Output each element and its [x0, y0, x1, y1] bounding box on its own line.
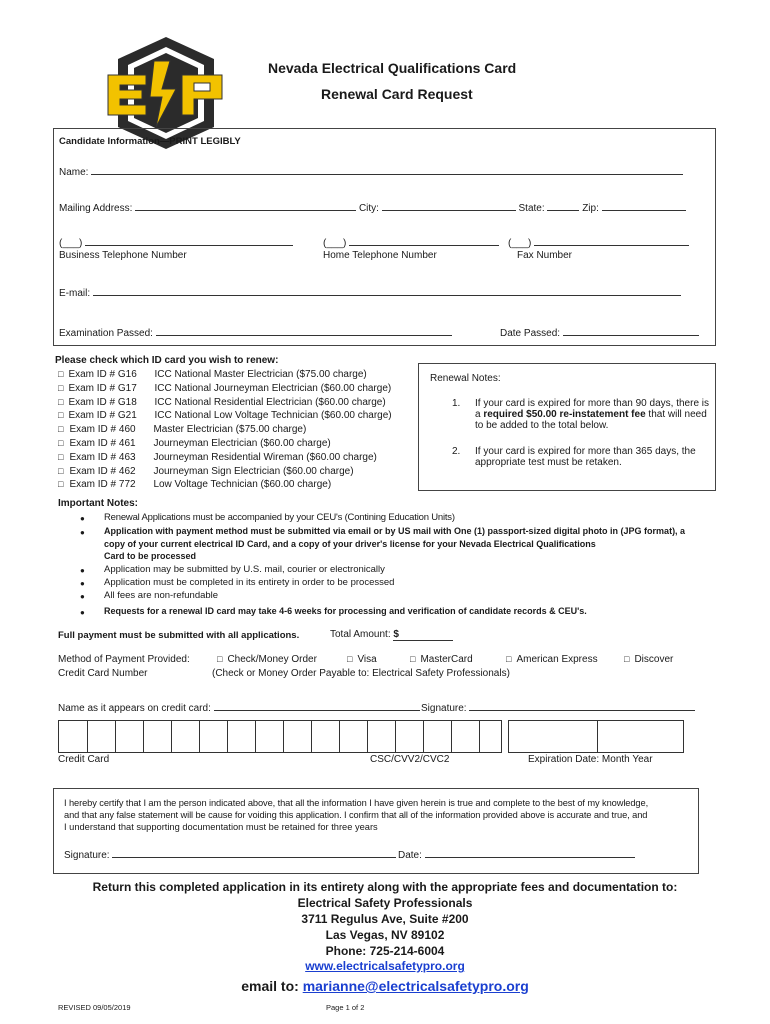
important-note-2-cont2: Card to be processed	[104, 551, 197, 561]
exam-passed-field[interactable]: Examination Passed:	[59, 327, 452, 339]
certification-line-3: I understand that supporting documentation must be retained for three years	[64, 822, 378, 832]
expiration-caption: Expiration Date: Month Year	[528, 754, 653, 765]
exam-id: Exam ID # 462	[69, 465, 136, 477]
bullet-icon: ●	[80, 528, 85, 537]
checkbox-icon[interactable]: □	[58, 451, 64, 462]
exam-description: ICC National Residential Electrician ($60.00 charge)	[154, 396, 386, 408]
business-phone-label: Business Telephone Number	[59, 250, 187, 261]
exam-id: Exam ID # G17	[68, 382, 137, 394]
exam-description: ICC National Low Voltage Technician ($60.00 charge)	[154, 410, 392, 422]
exam-id: Exam ID # 460	[69, 424, 136, 436]
note-1-line-b: a required $50.00 re-instatement fee that will need	[475, 409, 707, 420]
fax-label: Fax Number	[517, 250, 573, 261]
email-row: email to: marianne@electricalsafetypro.org	[241, 978, 529, 994]
certification-signature-field[interactable]: Signature:	[64, 849, 396, 861]
visa-option[interactable]: □ Visa	[347, 654, 377, 665]
business-phone-field[interactable]: (___)	[59, 237, 293, 249]
email-field[interactable]: E-mail:	[59, 287, 681, 299]
exam-description: Journeyman Electrician ($60.00 charge)	[153, 438, 331, 449]
renew-option[interactable]	[58, 438, 331, 449]
checkbox-icon[interactable]: □	[58, 424, 64, 435]
return-phone: Phone: 725-214-6004	[325, 944, 445, 958]
important-note-2: Application with payment method must be submitted via email or by US mail with One (1) passport-sized digital photo in (JPG format), a	[104, 526, 686, 536]
checkbox-icon[interactable]: □	[58, 465, 64, 476]
payable-note: (Check or Money Order Payable to: Electrical Safety Professionals)	[212, 668, 510, 679]
renew-option[interactable]	[58, 369, 367, 380]
renew-option[interactable]	[58, 383, 391, 394]
important-note-4: Application must be completed in its entirety in order to be processed	[104, 577, 395, 588]
total-amount-field[interactable]: Total Amount: $	[330, 629, 453, 641]
checkbox-icon[interactable]: □	[58, 410, 64, 421]
checkbox-icon[interactable]: □	[58, 479, 64, 490]
check-option[interactable]: □ Check/Money Order	[217, 654, 317, 665]
exam-id: Exam ID # G21	[68, 410, 137, 422]
note-1-line-a: If your card is expired for more than 90 days, there is	[475, 398, 709, 409]
credit-card-number-label: Credit Card Number	[58, 668, 148, 679]
email-link[interactable]: marianne@electricalsafetypro.org	[302, 978, 529, 994]
amex-option[interactable]: □ American Express	[506, 654, 598, 665]
page-number: Page 1 of 2	[326, 1003, 365, 1012]
note-2-line-b: appropriate test must be retaken.	[475, 457, 622, 468]
full-payment-note: Full payment must be submitted with all applications.	[58, 630, 300, 641]
important-note-6: Requests for a renewal ID card may take 4-6 weeks for processing and verification of candidate records & CEU's.	[104, 606, 587, 616]
certification-line-1: I hereby certify that I am the person indicated above, that all the information I have given herein is true and complete to the best of my knowledge,	[64, 798, 649, 808]
bullet-icon: ●	[80, 592, 85, 601]
exam-id: Exam ID # 461	[69, 438, 136, 449]
renew-option[interactable]	[58, 466, 354, 477]
certification-date-field[interactable]: Date:	[398, 849, 635, 861]
return-city: Las Vegas, NV 89102	[325, 928, 445, 942]
candidate-heading: Candidate Information—PRINT LEGIBLY	[59, 136, 241, 147]
name-field[interactable]: Name:	[59, 166, 683, 178]
mastercard-option[interactable]: □ MasterCard	[410, 654, 473, 665]
renew-option[interactable]	[58, 424, 306, 435]
note-2-number: 2.	[452, 446, 461, 457]
exam-id: Exam ID # G18	[68, 396, 137, 408]
method-of-payment-label: Method of Payment Provided:	[58, 654, 190, 665]
date-passed-field[interactable]: Date Passed:	[500, 327, 699, 339]
renewal-notes-title: Renewal Notes:	[430, 373, 501, 384]
checkbox-icon[interactable]: □	[58, 382, 64, 393]
bullet-icon: ●	[80, 579, 85, 588]
card-signature-field[interactable]: Signature:	[421, 702, 695, 714]
return-instructions: Return this completed application in its entirety along with the appropriate fees and documentation to:	[92, 880, 678, 894]
state-label: State:	[518, 203, 545, 214]
important-note-1: Renewal Applications must be accompanied by your CEU's (Contining Education Units)	[104, 512, 455, 523]
credit-card-caption: Credit Card	[58, 754, 110, 765]
page-subtitle: Renewal Card Request	[321, 86, 473, 102]
exam-id: Exam ID # 463	[69, 451, 136, 463]
page-title: Nevada Electrical Qualifications Card	[268, 60, 517, 76]
credit-card-number-boxes[interactable]	[58, 720, 502, 753]
renew-option[interactable]	[58, 452, 377, 463]
return-org: Electrical Safety Professionals	[297, 896, 473, 910]
website-link[interactable]: www.electricalsafetypro.org	[305, 959, 465, 973]
exam-id: Exam ID # 772	[69, 479, 136, 491]
renew-heading: Please check which ID card you wish to renew:	[55, 355, 279, 366]
important-note-2-cont: copy of your current electrical ID Card, and a copy of your driver's license for your Nevada Electrical Qualifications	[104, 539, 596, 549]
exam-description: ICC National Master Electrician ($75.00 charge)	[154, 369, 367, 380]
exam-description: Journeyman Residential Wireman ($60.00 charge)	[153, 451, 377, 463]
bullet-icon: ●	[80, 514, 85, 523]
note-2-line-a: If your card is expired for more than 365 days, the	[475, 446, 696, 457]
exam-description: ICC National Journeyman Electrician ($60.00 charge)	[154, 382, 392, 394]
exam-description: Master Electrician ($75.00 charge)	[153, 424, 307, 436]
checkbox-icon[interactable]: □	[58, 396, 64, 407]
zip-label: Zip:	[582, 203, 599, 214]
renew-option[interactable]	[58, 479, 331, 490]
revised-date: REVISED 09/05/2019	[58, 1003, 131, 1012]
return-street: 3711 Regulus Ave, Suite #200	[301, 912, 469, 926]
note-1-number: 1.	[452, 398, 461, 409]
city-label: City:	[358, 203, 379, 214]
home-phone-label: Home Telephone Number	[323, 250, 437, 261]
checkbox-icon[interactable]: □	[58, 369, 64, 379]
note-1-line-c: to be added to the total below.	[475, 420, 609, 431]
expiration-boxes[interactable]	[508, 720, 684, 753]
discover-option[interactable]: □ Discover	[624, 654, 674, 665]
certification-line-2: and that any false statement will be cause for voiding this application. I confirm that all of the information provided above is accurate and true, and	[64, 810, 648, 820]
csc-caption: CSC/CVV2/CVC2	[370, 754, 450, 765]
renew-option[interactable]	[58, 397, 386, 408]
exam-description: Journeyman Sign Electrician ($60.00 charge)	[153, 465, 354, 477]
bullet-icon: ●	[80, 566, 85, 575]
bullet-icon: ●	[80, 608, 85, 617]
important-note-3: Application may be submitted by U.S. mail, courier or electronically	[104, 564, 385, 575]
home-phone-field[interactable]: (___)	[323, 237, 499, 249]
exam-id: Exam ID # G16	[68, 369, 137, 380]
fax-field[interactable]: (___)	[508, 237, 689, 249]
mailing-address-field[interactable]: Mailing Address: City: State: Zip:	[59, 202, 686, 214]
checkbox-icon[interactable]: □	[58, 438, 64, 448]
important-heading: Important Notes:	[58, 498, 138, 509]
website-row	[0, 959, 770, 973]
name-on-card-field[interactable]: Name as it appears on credit card:	[58, 702, 420, 714]
renew-option[interactable]	[58, 410, 392, 421]
exam-description: Low Voltage Technician ($60.00 charge)	[153, 479, 332, 491]
important-note-5: All fees are non-refundable	[104, 590, 219, 601]
